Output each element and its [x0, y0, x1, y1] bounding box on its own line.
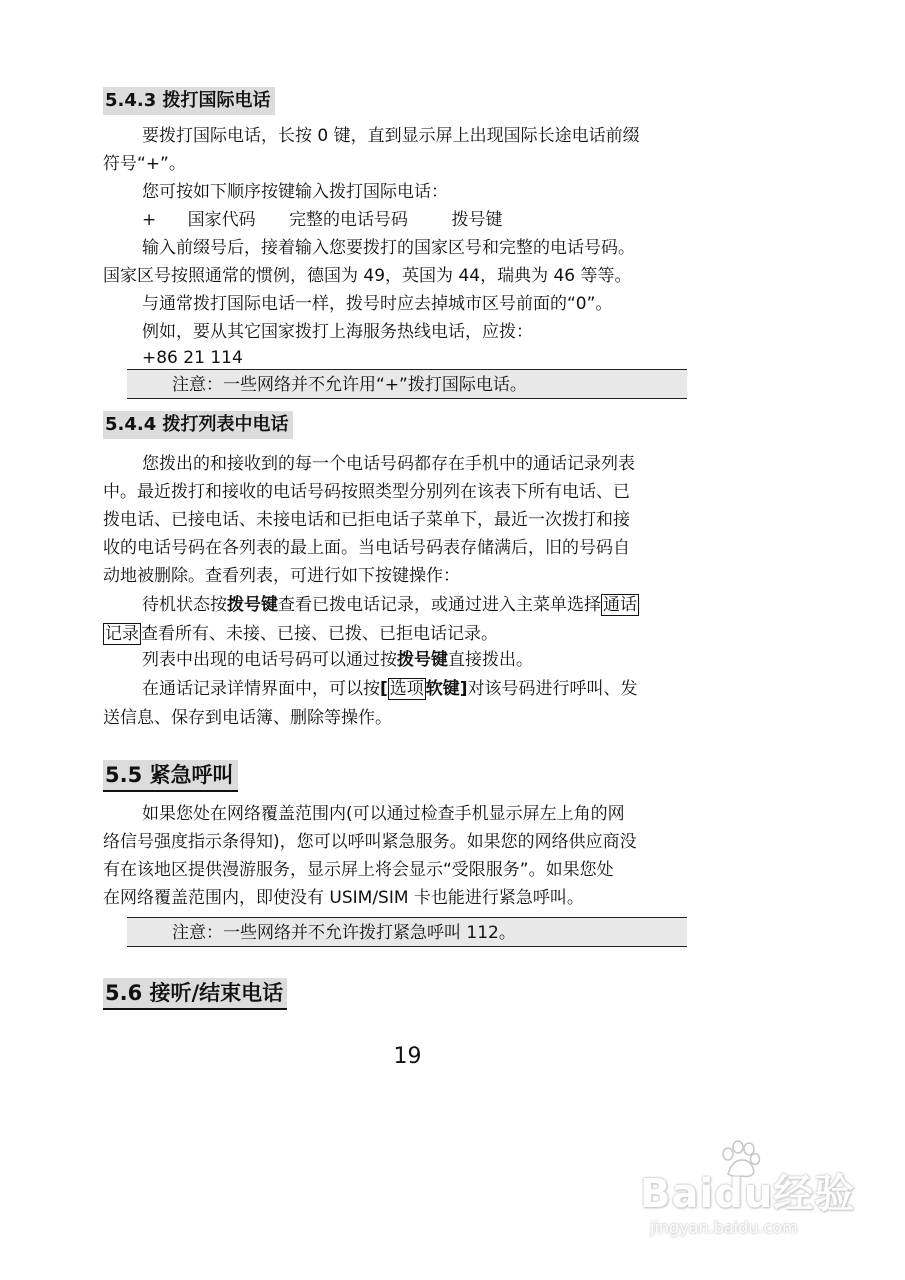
note-text: 注意：一些网络并不允许拨打紧急呼叫 112。 [172, 923, 516, 943]
paragraph-line: 您可按如下顺序按键输入拨打国际电话： [142, 182, 448, 202]
paragraph-line: 络信号强度指示条得知)，您可以呼叫紧急服务。如果您的网络供应商没 [103, 832, 637, 852]
note-text: 注意：一些网络并不允许用“+”拨打国际电话。 [172, 375, 527, 395]
section-heading-5-6: 5.6 接听/结束电话 [103, 978, 287, 1010]
bracket: ] [459, 679, 468, 699]
key-sequence-item: 拨号键 [451, 210, 503, 230]
key-sequence-item: 完整的电话号码 [289, 210, 409, 230]
text-run: 对该号码进行呼叫、发 [467, 679, 638, 699]
paragraph-line: 在网络覆盖范围内，即使没有 USIM/SIM 卡也能进行紧急呼叫。 [103, 888, 584, 908]
note-box [127, 917, 687, 947]
text-run: 直接拨出。 [448, 650, 533, 670]
softkey-label: 软键 [425, 679, 460, 699]
paragraph-line: 中。最近拨打和接收的电话号码按照类型分别列在该表下所有电话、已 [103, 482, 630, 502]
paragraph-line: 国家区号按照通常的惯例，德国为 49，英国为 44，瑞典为 46 等等。 [103, 266, 632, 286]
section-heading-5-5: 5.5 紧急呼叫 [103, 760, 238, 792]
text-run: 在通话记录详情界面中，可以按 [142, 679, 380, 699]
paragraph-line: 动地被删除。查看列表，可进行如下按键操作： [103, 566, 460, 586]
note-box [127, 369, 687, 399]
bracket: [ [380, 679, 388, 699]
text-run: 查看所有、未接、已接、已拨、已拒电话记录。 [141, 624, 498, 644]
paragraph-line: 符号“+”。 [103, 154, 186, 174]
paragraph-line: 要拨打国际电话，长按 0 键，直到显示屏上出现国际长途电话前缀 [142, 126, 640, 146]
watermark [640, 1140, 870, 1240]
page-number: 19 [393, 1044, 422, 1069]
menu-label-call-log-cont: 记录 [105, 624, 139, 644]
paragraph-line: 例如，要从其它国家拨打上海服务热线电话，应拨： [142, 322, 533, 342]
paragraph-line [103, 622, 498, 646]
softkey-label-options: 选项 [389, 679, 424, 699]
paragraph-line: 拨电话、已接电话、未接电话和已拒电话子菜单下，最近一次拨打和接 [103, 510, 630, 530]
key-label-dial: 拨号键 [397, 650, 448, 670]
paragraph-line: 送信息、保存到电话簿、删除等操作。 [103, 708, 392, 728]
paragraph-line: 收的电话号码在各列表的最上面。当电话号码表存储满后，旧的号码自 [103, 538, 630, 558]
key-sequence-item: 国家代码 [187, 210, 256, 230]
section-heading-5-4-3: 5.4.3 拨打国际电话 [103, 87, 275, 115]
watermark-url: jingyan.baidu.com [650, 1218, 798, 1237]
paragraph-line: 您拨出的和接收到的每一个电话号码都存在手机中的通话记录列表 [142, 454, 635, 474]
paragraph-line: 与通常拨打国际电话一样，拨号时应去掉城市区号前面的“0”。 [142, 294, 613, 314]
menu-label-call-log: 通话 [603, 595, 637, 615]
paragraph-line [142, 648, 533, 672]
paragraph-line: 如果您处在网络覆盖范围内(可以通过检查手机显示屏左上角的网 [142, 804, 625, 824]
watermark-brand: Baidu经验 [640, 1171, 856, 1217]
text-run: 待机状态按 [142, 595, 227, 615]
example-number: +86 21 114 [142, 348, 243, 368]
text-run: 查看已拨电话记录，或通过进入主菜单选择 [278, 595, 601, 615]
section-heading-5-4-4: 5.4.4 拨打列表中电话 [103, 411, 293, 439]
key-sequence-item: + [142, 210, 157, 230]
key-sequence [142, 208, 502, 232]
text-run: 列表中出现的电话号码可以通过按 [142, 650, 397, 670]
key-label-dial: 拨号键 [227, 595, 278, 615]
paragraph-line: 有在该地区提供漫游服务，显示屏上将会显示“受限服务”。如果您处 [103, 860, 614, 880]
paragraph-line: 输入前缀号后，接着输入您要拨打的国家区号和完整的电话号码。 [142, 238, 635, 258]
paragraph-line [142, 593, 639, 617]
paragraph-line [142, 677, 638, 701]
